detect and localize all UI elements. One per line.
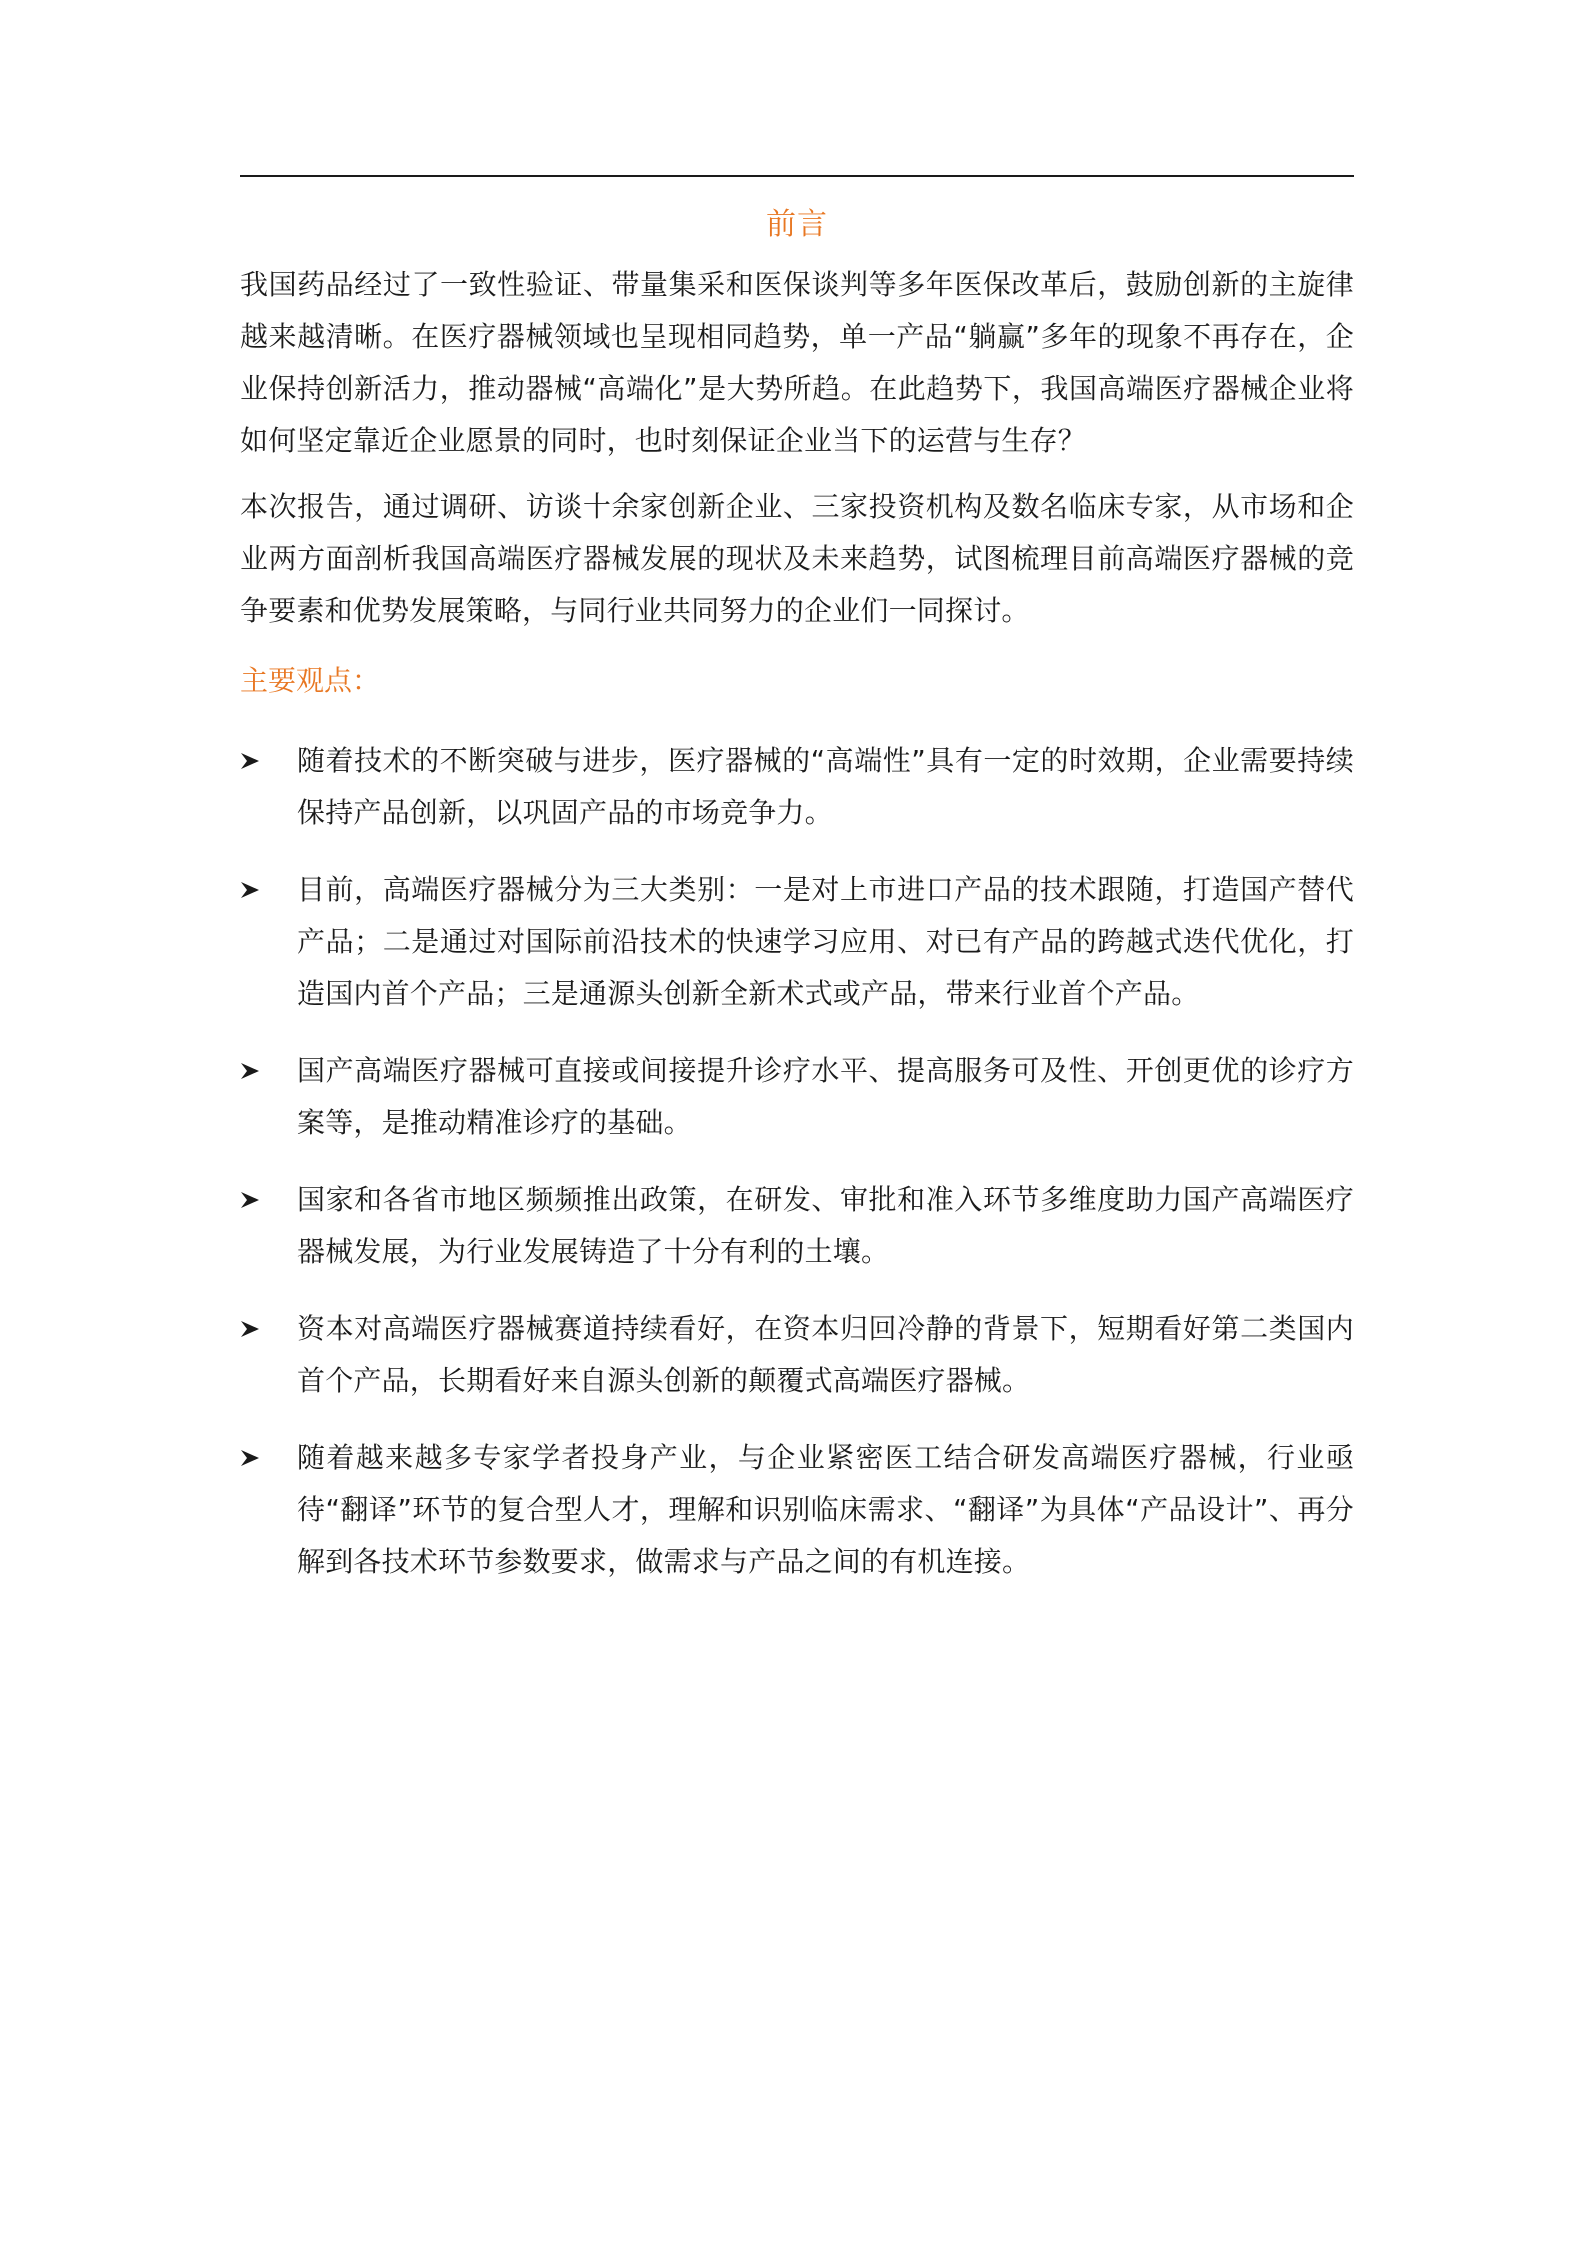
top-divider bbox=[240, 175, 1354, 177]
arrowhead-bullet-icon bbox=[240, 1045, 264, 1097]
intro-paragraph-2: 本次报告，通过调研、访谈十余家创新企业、三家投资机构及数名临床专家，从市场和企业两方面剖析我国高端医疗器械发展的现状及未来趋势，试图梳理目前高端医疗器械的竞争要素和优势发展策略，与同行业共同努力的企业们一同探讨。 bbox=[240, 490, 1354, 627]
key-points-list bbox=[240, 735, 1354, 1588]
key-point-text: 国家和各省市地区频频推出政策，在研发、审批和准入环节多维度助力国产高端医疗器械发展，为行业发展铸造了十分有利的土壤。 bbox=[297, 1183, 1354, 1268]
intro-paragraph-1: 我国药品经过了一致性验证、带量集采和医保谈判等多年医保改革后，鼓励创新的主旋律越来越清晰。在医疗器械领域也呈现相同趋势，单一产品“躺赢”多年的现象不再存在，企业保持创新活力，推动器械“高端化”是大势所趋。在此趋势下，我国高端医疗器械企业将如何坚定靠近企业愿景的同时，也时刻保证企业当下的运营与生存？ bbox=[240, 268, 1354, 457]
key-point-text: 随着越来越多专家学者投身产业，与企业紧密医工结合研发高端医疗器械，行业亟待“翻译”环节的复合型人才，理解和识别临床需求、“翻译”为具体“产品设计”、再分解到各技术环节参数要求，做需求与产品之间的有机连接。 bbox=[297, 1441, 1354, 1578]
section-title: 前言 bbox=[766, 207, 828, 242]
key-point-item bbox=[240, 1174, 1354, 1278]
key-point-item bbox=[240, 1045, 1354, 1149]
key-points-heading: 主要观点： bbox=[240, 664, 381, 697]
key-point-text: 目前，高端医疗器械分为三大类别：一是对上市进口产品的技术跟随，打造国产替代产品；二是通过对国际前沿技术的快速学习应用、对已有产品的跨越式迭代优化，打造国内首个产品；三是通源头创新全新术式或产品，带来行业首个产品。 bbox=[297, 873, 1354, 1010]
key-point-text: 国产高端医疗器械可直接或间接提升诊疗水平、提高服务可及性、开创更优的诊疗方案等，是推动精准诊疗的基础。 bbox=[297, 1054, 1354, 1139]
arrowhead-bullet-icon bbox=[240, 1432, 264, 1484]
key-point-text: 资本对高端医疗器械赛道持续看好，在资本归回冷静的背景下，短期看好第二类国内首个产品，长期看好来自源头创新的颠覆式高端医疗器械。 bbox=[297, 1312, 1354, 1397]
key-point-item bbox=[240, 735, 1354, 839]
arrowhead-bullet-icon bbox=[240, 1303, 264, 1355]
key-point-item bbox=[240, 864, 1354, 1020]
arrowhead-bullet-icon bbox=[240, 735, 264, 787]
key-point-item bbox=[240, 1432, 1354, 1588]
arrowhead-bullet-icon bbox=[240, 1174, 264, 1226]
document-page bbox=[240, 175, 1354, 1613]
key-point-item bbox=[240, 1303, 1354, 1407]
key-point-text: 随着技术的不断突破与进步，医疗器械的“高端性”具有一定的时效期，企业需要持续保持产品创新，以巩固产品的市场竞争力。 bbox=[297, 744, 1354, 829]
arrowhead-bullet-icon bbox=[240, 864, 264, 916]
